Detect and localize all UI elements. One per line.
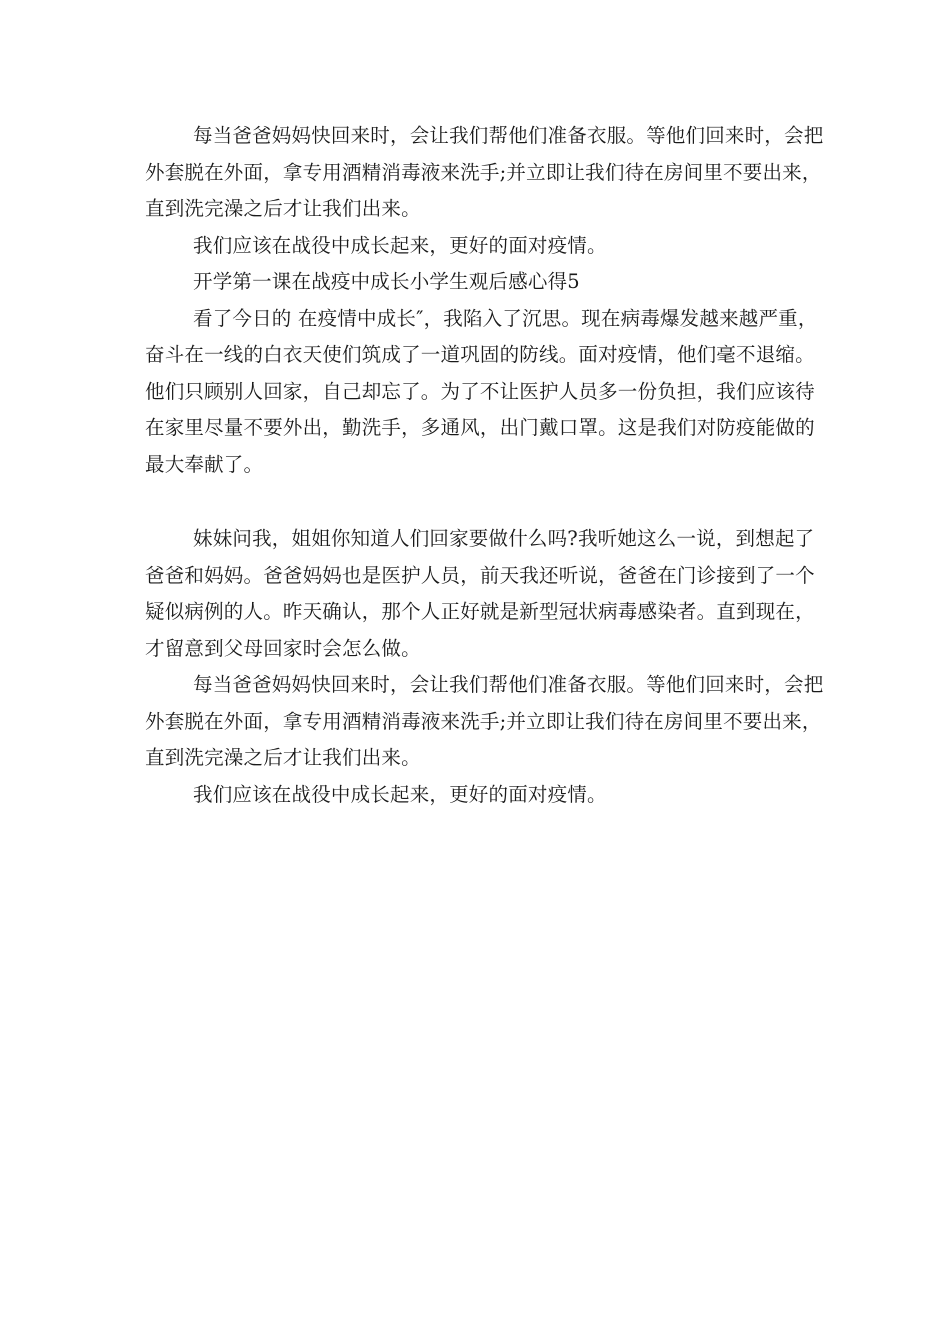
text-line: 每当爸爸妈妈快回来时，会让我们帮他们准备衣服。等他们回来时，会把: [193, 124, 824, 147]
text-line: 疑似病例的人。昨天确认，那个人正好就是新型冠状病毒感染者。直到现在，: [145, 600, 815, 623]
paragraph: [145, 118, 824, 228]
text-line: 外套脱在外面，拿专用酒精消毒液来洗手;并立即让我们待在房间里不要出来，: [145, 709, 822, 733]
text-line: 奋斗在一线的白衣天使们筑成了一道巩固的防线。面对疫情，他们毫不退缩。: [145, 343, 815, 366]
text-line: 最大奉献了。: [145, 452, 264, 476]
section-heading: [145, 264, 810, 301]
text-line: 妹妹问我，姐姐你知道人们回家要做什么吗?我听她这么一说，到想起了: [193, 527, 815, 550]
heading-text: 开学第一课在战疫中成长小学生观后感心得5: [193, 270, 580, 293]
text-line: 我们应该在战役中成长起来，更好的面对疫情。: [193, 782, 607, 806]
text-line: 直到洗完澡之后才让我们出来。: [145, 197, 421, 220]
blank-spacer: [145, 483, 810, 521]
paragraph: [145, 667, 824, 777]
text-line: 在家里尽量不要外出，勤洗手，多通风，出门戴口罩。这是我们对防疫能做的: [145, 416, 815, 439]
text-line: 每当爸爸妈妈快回来时，会让我们帮他们准备衣服。等他们回来时，会把: [193, 673, 824, 696]
paragraph: [145, 301, 818, 484]
text-line: 他们只顾别人回家，自己却忘了。为了不让医护人员多一份负担，我们应该待: [145, 379, 815, 403]
text-line: 爸爸和妈妈。爸爸妈妈也是医护人员，前天我还听说，爸爸在门诊接到了一个: [145, 563, 815, 587]
paragraph: [145, 777, 810, 814]
text-line: 才留意到父母回家时会怎么做。: [145, 636, 421, 660]
document-page: [145, 118, 824, 813]
paragraph: [145, 521, 815, 667]
text-line: 我们应该在战役中成长起来，更好的面对疫情。: [193, 233, 607, 257]
paragraph: [145, 228, 810, 265]
text-line: 直到洗完澡之后才让我们出来。: [145, 746, 421, 769]
text-line: 看了今日的 在疫情中成长″，我陷入了沉思。现在病毒爆发越来越严重，: [193, 306, 818, 330]
text-line: 外套脱在外面，拿专用酒精消毒液来洗手;并立即让我们待在房间里不要出来，: [145, 160, 822, 184]
